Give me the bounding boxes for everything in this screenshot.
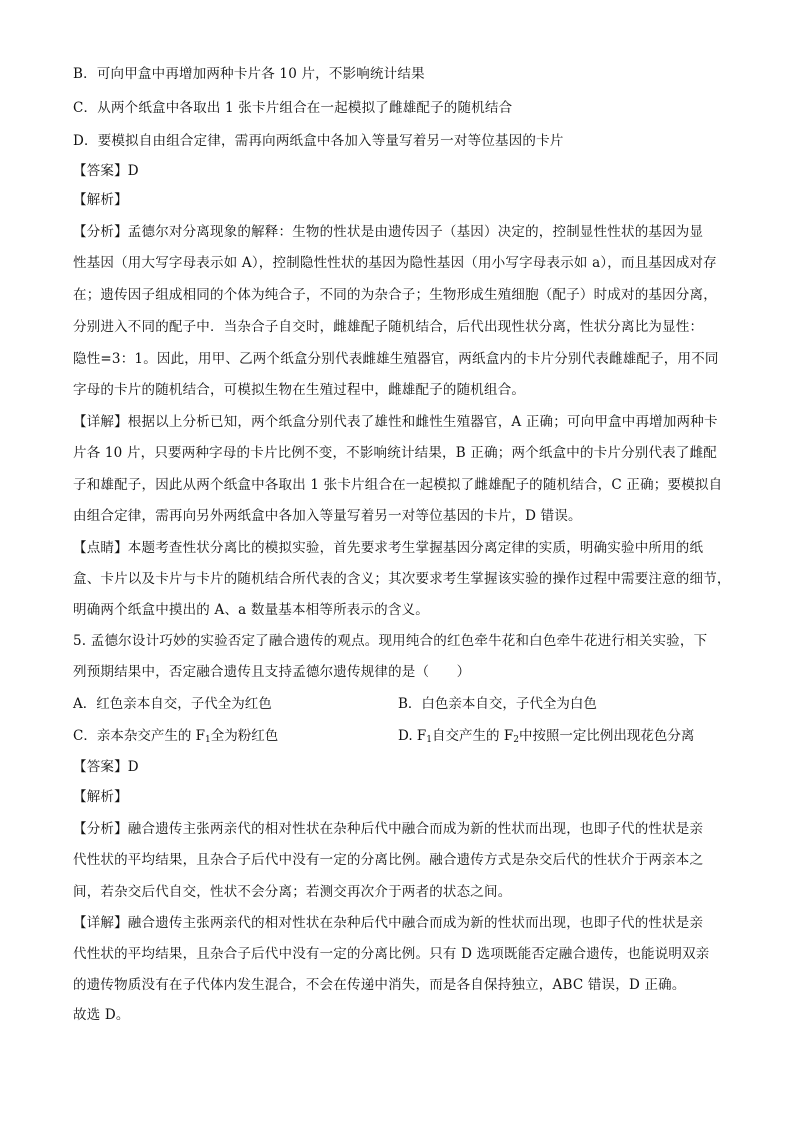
q4-dianjing-line: 【点睛】本题考查性状分离比的模拟实验，首先要求考生掌握基因分离定律的实质，明确实验中所用的纸: [73, 540, 704, 556]
q4-fenxi-line: 在；遗传因子组成相同的个体为纯合子，不同的为杂合子；生物形成生殖细胞（配子）时成对的基因分离，: [73, 287, 717, 303]
q5-option-d-text-mid: 自交产生的 F: [432, 728, 514, 744]
q4-option-c: C．从两个纸盒中各取出 1 张卡片组合在一起模拟了雌雄配子的随机结合: [73, 100, 513, 116]
q5-analysis-heading: 【解析】: [73, 789, 128, 805]
q5-xiangjie-line: 【详解】融合遗传主张两亲代的相对性状在杂种后代中融合而成为新的性状而出现，也即子代的性状是亲: [73, 915, 704, 931]
q4-xiangjie-line: 由组合定律，需再向另外两纸盒中各加入等量写着另一对等位基因的卡片，D 错误。: [73, 508, 582, 524]
q4-dianjing-line: 明确两个纸盒中摸出的 A、a 数量基本相等所表示的含义。: [73, 602, 429, 618]
q5-fenxi-line: 【分析】融合遗传主张两亲代的相对性状在杂种后代中融合而成为新的性状而出现，也即子代的性状是亲: [73, 821, 704, 837]
q4-option-b: B．可向甲盒中再增加两种卡片各 10 片，不影响统计结果: [73, 66, 425, 82]
q4-xiangjie-line: 子和雄配子，因此从两个纸盒中各取出 1 张卡片组合在一起模拟了雌雄配子的随机结合，C 正确；要模拟自: [73, 477, 723, 493]
q5-stem-line: 列预期结果中，否定融合遗传且支持孟德尔遗传规律的是（ ）: [73, 664, 471, 680]
q4-fenxi-line: 分别进入不同的配子中．当杂合子自交时，雌雄配子随机结合，后代出现性状分离，性状分离比为显性：: [73, 319, 704, 335]
q4-dianjing-line: 盒、卡片以及卡片与卡片的随机结合所代表的含义；其次要求考生掌握该实验的操作过程中需要注意的细节，: [73, 571, 731, 587]
q5-answer: 【答案】D: [73, 759, 139, 775]
q4-fenxi-line: 性基因（用大写字母表示如 A），控制隐性性状的基因为隐性基因（用小写字母表示如 a），而且基因成对存: [73, 255, 717, 271]
subscript-2: 2: [513, 735, 519, 745]
q5-option-a: A．红色亲本自交，子代全为红色: [73, 696, 272, 712]
q4-fenxi-line: 【分析】孟德尔对分离现象的解释：生物的性状是由遗传因子（基因）决定的，控制显性性状的基因为显: [73, 224, 704, 240]
q5-fenxi-line: 代性状的平均结果，且杂合子后代中没有一定的分离比例。融合遗传方式是杂交后代的性状介于两亲本之: [73, 852, 704, 868]
q4-analysis-heading: 【解析】: [73, 192, 128, 208]
q4-fenxi-line: 字母的卡片的随机结合，可模拟生物在生殖过程中，雌雄配子的随机组合。: [73, 382, 526, 398]
q5-xiangjie-line: 代性状的平均结果，且杂合子后代中没有一定的分离比例。只有 D 选项既能否定融合遗传，也能说明双亲: [73, 946, 710, 962]
subscript-1: 1: [205, 735, 211, 745]
q5-options-row-1: [73, 694, 733, 714]
q5-stem-line: 5. 孟德尔设计巧妙的实验否定了融合遗传的观点。现用纯合的红色牵牛花和白色牵牛花进行相关实验，下: [73, 633, 708, 649]
q5-option-d-text-end: 中按照一定比例出现花色分离: [518, 728, 695, 744]
q5-option-d: [398, 726, 694, 750]
q4-fenxi-line: 隐性=3：1。因此，用甲、乙两个纸盒分别代表雌雄生殖器官，两纸盒内的卡片分别代表雌雄配子，用不同: [73, 351, 719, 367]
q5-fenxi-line: 间，若杂交后代自交，性状不会分离；若测交再次介于两者的状态之间。: [73, 884, 512, 900]
q5-conclusion: 故选 D。: [73, 1007, 130, 1023]
q4-option-d: D．要模拟自由组合定律，需再向两纸盒中各加入等量写着另一对等位基因的卡片: [73, 133, 564, 149]
q5-options-row-2: [73, 726, 733, 750]
q4-xiangjie-line: 【详解】根据以上分析已知，两个纸盒分别代表了雄性和雌性生殖器官，A 正确；可向甲盒中再增加两种卡: [73, 414, 718, 430]
q5-xiangjie-line: 的遗传物质没有在子代体内发生混合，不会在传递中消失，而是各自保持独立，ABC 错误，D 正确。: [73, 977, 686, 993]
q4-xiangjie-line: 片各 10 片，只要两种字母的卡片比例不变，不影响统计结果，B 正确；两个纸盒中的卡片分别代表了雌配: [73, 445, 717, 461]
q5-option-b: B．白色亲本自交，子代全为白色: [398, 696, 597, 712]
q4-answer: 【答案】D: [73, 163, 139, 179]
q5-option-c: [73, 728, 278, 744]
q5-option-d-text: D. F: [398, 728, 427, 744]
q5-option-c-text: C．亲本杂交产生的 F: [73, 728, 205, 744]
subscript-1: 1: [426, 735, 433, 745]
q5-option-c-text-end: 全为粉红色: [210, 728, 279, 744]
